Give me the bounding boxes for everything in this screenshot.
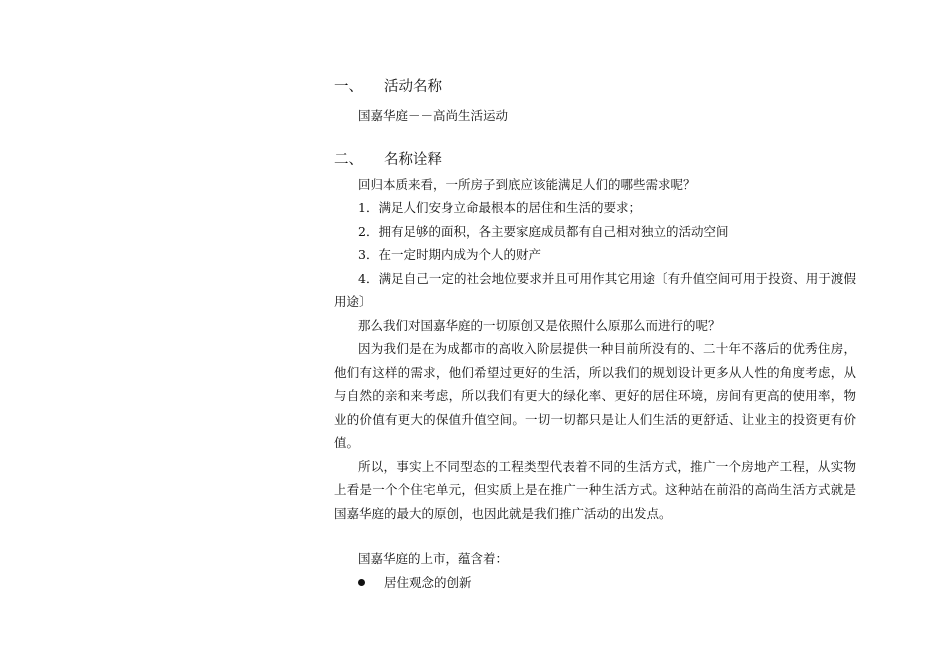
section-heading-2 [334, 149, 856, 171]
need-item-3: 3．在一定时期内成为个人的财产 [358, 247, 541, 262]
bullet-dot-icon [358, 579, 365, 586]
need-item-4: 4．满足自己一定的社会地位要求并且可用作其它用途〔有升值空间可用于投资、用于渡假用途〕 [334, 270, 856, 309]
section-number: 一、 [334, 79, 363, 95]
principle-question: 那么我们对国嘉华庭的一切原创又是依照什么原那么而进行的呢？ [358, 317, 721, 333]
document-page [334, 76, 856, 594]
need-item-1: 1．满足人们安身立命最根本的居住和生活的要求； [358, 200, 641, 215]
section-number: 二、 [334, 151, 363, 168]
section-title: 名称诠释 [384, 151, 442, 168]
section-heading-1 [334, 76, 856, 98]
body-paragraph-1: 因为我们是在为成都市的高收入阶层提供一种目前所没有的、二十年不落后的优秀住房，他们有这样的需求，他们希望过更好的生活，所以我们的规划设计更多从人性的角度考虑，从与自然的亲和来考虑，所以我们有更大的绿化率、更好的居住环境，房间有更高的使用率，物业的价值有更大的保值升值空间。一切一切都只是让人们生活的更舒适、让业主的投资更有价值。 [334, 341, 856, 450]
bullet-text: 居住观念的创新 [384, 574, 472, 590]
bullet-item [334, 571, 856, 595]
body-paragraph-2: 所以，事实上不同型态的工程类型代表着不同的生活方式，推广一个房地产工程，从实物上看是一个个住宅单元，但实质上是在推广一种生活方式。这种站在前沿的高尚生活方式就是国嘉华庭的最大的原创，也因此就是我们推广活动的出发点。 [334, 458, 856, 521]
section-title: 活动名称 [384, 79, 442, 95]
intro-question: 回归本质来看，一所房子到底应该能满足人们的哪些需求呢？ [358, 176, 696, 192]
launch-intro: 国嘉华庭的上市，蕴含着： [358, 551, 509, 566]
activity-name-text: 国嘉华庭－－高尚生活运动 [358, 108, 509, 123]
need-item-2: 2．拥有足够的面积，各主要家庭成员都有自己相对独立的活动空间 [358, 223, 729, 239]
